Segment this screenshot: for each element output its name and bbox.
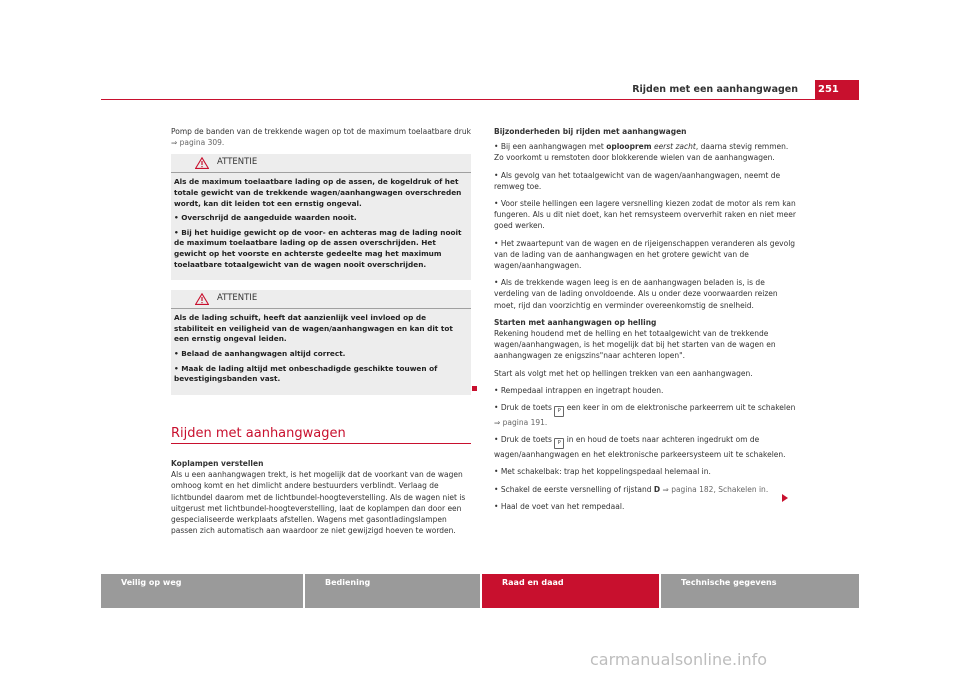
warning-box xyxy=(171,290,471,395)
footer-nav xyxy=(101,574,859,608)
parking-brake-key-icon: P xyxy=(554,406,564,417)
warning-body xyxy=(171,173,471,280)
bullet-item: • Met schakelbak: trap het koppelingspedaal helemaal in. xyxy=(494,467,711,477)
warning-box xyxy=(171,154,471,280)
watermark: carmanualsonline.info xyxy=(590,650,768,669)
subheading: Starten met aanhangwagen op helling xyxy=(494,317,657,327)
bullet-item: • Rempedaal intrappen en ingetrapt houden. xyxy=(494,385,664,395)
page-reference: ⇒ pagina 182, Schakelen in. xyxy=(662,484,769,494)
warning-bullet: • Belaad de aanhangwagen altijd correct. xyxy=(174,348,346,358)
warning-label: ATTENTIE xyxy=(217,157,258,168)
warning-bullet: • Bij het huidige gewicht op de voor- en achteras mag de lading nooit de maximum toelaatbare lading op de assen overschrijden. Het gewicht op het voorste en achterste gedeelte mag het maximum toelaatbare totaalgewicht van de wagen nooit overschrijden. xyxy=(174,227,462,269)
section-title: Rijden met aanhangwagen xyxy=(171,426,346,441)
paragraph: Als u een aanhangwagen trekt, is het mogelijk dat de voorkant van de wagen omhoog komt en het dimlicht andere bestuurders verblindt. Verlaag de lichtbundel daarom met de lichtbundel-hoogteverstelling. Als de wagen niet is uitgerust met lichtbundel-hoogteverstelling, laat de koplampen dan door een gespecialiseerde werkplaats afstellen. Wagens met gasontladingslampen passen zich automatisch aan waardoor ze niet gewijzigd hoeven te worden. xyxy=(171,470,466,536)
warning-text: Als de lading schuift, heeft dat aanzienlijk veel invloed op de stabiliteit en veiligheid van de wagen/aanhangwagen en kan dit tot een ernstig ongeval leiden. xyxy=(174,313,453,344)
continue-arrow-icon xyxy=(782,494,788,502)
subheading: Koplampen verstellen xyxy=(171,459,264,468)
warning-label: ATTENTIE xyxy=(217,293,258,304)
paragraph: Rekening houdend met de helling en het totaalgewicht van de trekkende wagen/aanhangwagen, is het mogelijk dat bij het starten van de wagen en aanhangwagen ze enigszins"naar achteren lopen". xyxy=(494,329,776,361)
footer-tab-veilig-op-weg[interactable]: Veilig op weg xyxy=(101,574,303,608)
warning-header xyxy=(171,290,471,309)
footer-tab-bediening[interactable]: Bediening xyxy=(305,574,480,608)
subheading: Bijzonderheden bij rijden met aanhangwagen xyxy=(494,127,687,136)
header-divider xyxy=(101,99,859,100)
bullet-item: • Schakel de eerste versnelling of rijstand D ⇒ pagina 182, Schakelen in. xyxy=(494,484,769,494)
page-reference: ⇒ pagina 309. xyxy=(171,138,225,148)
right-column xyxy=(494,126,797,518)
koplampen-section xyxy=(171,458,471,536)
page-reference: ⇒ pagina 191. xyxy=(494,418,548,428)
bullet-item: • Het zwaartepunt van de wagen en de rijeigenschappen veranderen als gevolg van de lading van de aanhangwagen en het grotere gewicht van de wagen/aanhangwagen. xyxy=(494,238,796,271)
warning-bullet: • Overschrijd de aangeduide waarden nooit. xyxy=(174,213,357,223)
left-column xyxy=(171,126,471,405)
bullet-item: • Als gevolg van het totaalgewicht van de wagen/aanhangwagen, neemt de remweg toe. xyxy=(494,170,781,191)
warning-text: Als de maximum toelaatbare lading op de assen, de kogeldruk of het totale gewicht van de trekkende wagen/aanhangwagen overschreden wordt, kan dit leiden tot een ernstig ongeval. xyxy=(174,177,462,208)
warning-triangle-icon xyxy=(195,293,209,305)
intro-paragraph: Pomp de banden van de trekkende wagen op tot de maximum toelaatbare druk ⇒ pagina 309. xyxy=(171,127,471,148)
page-header-title: Rijden met een aanhangwagen xyxy=(632,84,798,95)
bullet-item: • Druk de toets P in en houd de toets naar achteren ingedrukt om de wagen/aanhangwagen en het elektronische parkeersysteem uit te schakelen. xyxy=(494,435,786,460)
warning-bullet: • Maak de lading altijd met onbeschadigde geschikte touwen of bevestigingsbanden vast. xyxy=(174,363,438,384)
warning-triangle-icon xyxy=(195,157,209,169)
bullet-item: • Als de trekkende wagen leeg is en de aanhangwagen beladen is, is de verdeling van de lading onvoldoende. Als u onder deze voorwaarden reizen moet, rijd dan voorzichtig en verminder overeenkomstig de snelheid. xyxy=(494,278,778,310)
section-end-marker xyxy=(472,386,477,391)
parking-brake-key-icon: P xyxy=(554,438,564,449)
warning-body xyxy=(171,309,471,395)
footer-tab-raad-en-daad[interactable]: Raad en daad xyxy=(482,574,659,608)
footer-tab-technische-gegevens[interactable]: Technische gegevens xyxy=(661,574,859,608)
bullet-item: • Haal de voet van het rempedaal. xyxy=(494,501,625,511)
section-divider xyxy=(171,443,471,444)
bullet-item: • Voor steile hellingen een lagere versnelling kiezen zodat de motor als rem kan fungeren. Als u dit niet doet, kan het remsysteem oververhit raken en niet meer goed werken. xyxy=(494,199,796,231)
bullet-item: • Druk de toets P een keer in om de elektronische parkeerrem uit te schakelen ⇒ pagina 191. xyxy=(494,403,796,428)
paragraph: Start als volgt met het op hellingen trekken van een aanhangwagen. xyxy=(494,368,753,378)
warning-header xyxy=(171,154,471,173)
bullet-item: • Bij een aanhangwagen met oplooprem eerst zacht, daarna stevig remmen. Zo voorkomt u remstoten door blokkerende wielen van de aanhangwagen. xyxy=(494,142,789,163)
page-number-badge: 251 xyxy=(815,80,859,99)
